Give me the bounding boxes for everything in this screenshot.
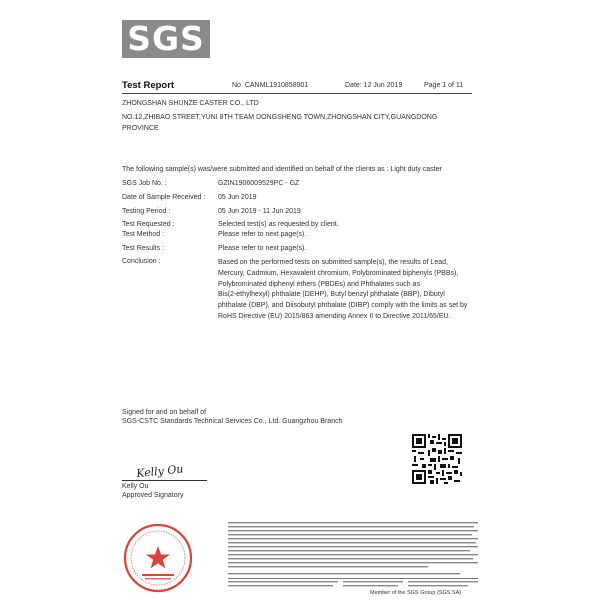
field-value: Selected test(s) as requested by client. <box>218 221 339 228</box>
sgs-group-member-note: Member of the SGS Group (SGS SA) <box>370 590 462 596</box>
field-value: 05 Jun 2019 - 11 Jun 2019 <box>218 208 301 215</box>
conclusion-line: Bis(2-ethylhexyl) phthalate (DEHP), Butyl benzyl phthalate (BBP), Dibutyl <box>218 291 445 299</box>
sgs-logo: SGS <box>122 20 210 58</box>
signatory-name: Kelly Ou <box>122 483 149 490</box>
field-label: Conclusion : <box>122 258 161 265</box>
conclusion-line: Polybrominated diphenyl ethers (PBDEs) and Phthalates such as <box>218 280 420 288</box>
qr-code-icon <box>412 434 462 484</box>
page-number: Page 1 of 11 <box>424 82 464 89</box>
signed-for-label: Signed for and on behalf of <box>122 409 207 416</box>
client-address-line1: NO.12,ZHIBAO STREET,YUNI 8TH TEAM DONGSHENG TOWN,ZHONGSHAN CITY,GUANGDONG <box>122 114 438 121</box>
sample-intro: The following sample(s) was/were submitted and identified on behalf of the clients as : Light duty caster <box>122 166 442 173</box>
field-label: Testing Period : <box>122 208 171 215</box>
field-label: Test Method : <box>122 231 165 238</box>
signing-company: SGS-CSTC Standards Technical Services Co., Ltd. Guangzhou Branch <box>122 418 343 425</box>
report-number: No. CANML1910858901 <box>232 82 309 89</box>
field-label: Date of Sample Received : <box>122 194 206 201</box>
report-title: Test Report <box>122 80 175 91</box>
header-rule <box>122 93 472 94</box>
svg-text:Kelly Ou: Kelly Ou <box>135 462 185 481</box>
client-name: ZHONGSHAN SHUNZE CASTER CO., LTD <box>122 100 259 107</box>
conclusion-text <box>218 258 480 323</box>
field-label: Test Results : <box>122 245 165 252</box>
signatory-role: Approved Signatory <box>122 492 184 499</box>
field-value: Please refer to next page(s). <box>218 245 307 252</box>
conclusion-line: RoHS Directive (EU) 2015/863 amending Annex II to Directive 2011/65/EU. <box>218 312 451 320</box>
field-value: 05 Jun 2019 <box>218 194 257 201</box>
field-label: Test Requested : <box>122 221 175 228</box>
conclusion-line: phthalate (DBP), and Diisobutyl phthalate (DIBP) comply with the limits as set by <box>218 302 468 310</box>
signature-line <box>122 480 207 481</box>
report-date: Date: 12 Jun 2019 <box>345 82 403 89</box>
conclusion-line: Based on the performed tests on submitted sample(s), the results of Lead, <box>218 259 448 266</box>
field-value: Please refer to next page(s). <box>218 231 307 238</box>
field-value: GZIN1906009529PC - GZ <box>218 180 300 187</box>
red-seal-icon <box>122 522 194 594</box>
legal-fine-print-graphic <box>228 522 478 592</box>
client-address-line2: PROVINCE <box>122 125 159 132</box>
field-label: SGS Job No. : <box>122 180 167 187</box>
conclusion-line: Mercury, Cadmium, Hexavalent chromium, Polybrominated biphenyls (PBBs), <box>218 269 459 277</box>
